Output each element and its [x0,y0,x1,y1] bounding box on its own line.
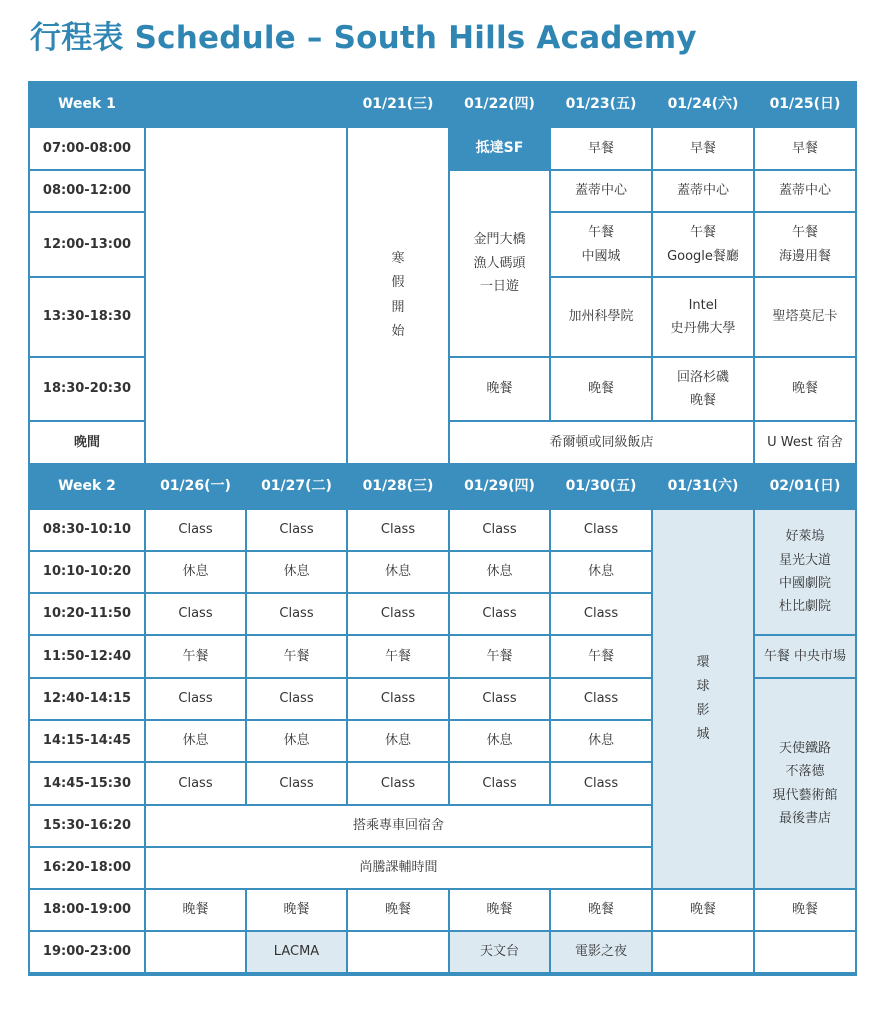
week2-slot-1-0: Class [247,510,346,550]
winter-break-cell: 寒 假 開 始 [348,128,448,463]
week1-blank-block [146,128,346,463]
week2-time-4: 12:40-14:15 [30,679,144,719]
week2-slot-1-1: 休息 [247,552,346,592]
d24-afternoon-cell: Intel 史丹佛大學 [653,278,753,356]
sunday-lunch-cell: 午餐 中央市場 [755,636,855,677]
week1-header: Week 1 [30,83,144,126]
week2-slot-4-5: 休息 [551,721,651,761]
week2-date-4: 01/30(五) [551,465,651,508]
week2-dinner-5: 晚餐 [653,890,753,930]
week2-slot-0-1: 休息 [146,552,245,592]
week1-time-3: 13:30-18:30 [30,278,144,356]
week2-date-3: 01/29(四) [450,465,549,508]
d24-lunch-cell: 午餐 Google餐廳 [653,213,753,276]
week2-time-10: 19:00-23:00 [30,932,144,972]
week2-slot-0-3: 午餐 [146,636,245,677]
week2-slot-2-1: 休息 [348,552,448,592]
week2-slot-4-2: Class [551,594,651,634]
week2-slot-1-4: Class [247,679,346,719]
week2-time-7: 15:30-16:20 [30,806,144,846]
week2-slot-3-1: 休息 [450,552,549,592]
week2-header: Week 2 [30,465,144,508]
d23-lunch-cell: 午餐 中國城 [551,213,651,276]
dorm-cell: U West 宿舍 [755,422,855,463]
d24-morning-cell: 蓋蒂中心 [653,171,753,211]
week2-slot-4-3: 午餐 [551,636,651,677]
week2-dinner-2: 晚餐 [348,890,448,930]
evening-d26 [146,932,245,972]
evening-d01 [755,932,855,972]
d23-afternoon-cell: 加州科學院 [551,278,651,356]
week1-time-2: 12:00-13:00 [30,213,144,276]
week2-date-0: 01/26(一) [146,465,245,508]
evening-d29: 天文台 [450,932,549,972]
week2-slot-2-5: 休息 [348,721,448,761]
week2-time-9: 18:00-19:00 [30,890,144,930]
evening-d27: LACMA [247,932,346,972]
shuttle-cell: 搭乘專車回宿舍 [146,806,651,846]
week2-date-1: 01/27(二) [247,465,346,508]
d25-dinner-cell: 晚餐 [755,358,855,420]
week2-date-5: 01/31(六) [653,465,753,508]
d23-morning-cell: 蓋蒂中心 [551,171,651,211]
schedule-table [28,81,857,976]
week2-slot-0-0: Class [146,510,245,550]
week2-slot-0-2: Class [146,594,245,634]
week1-time-1: 08:00-12:00 [30,171,144,211]
week1-time-5: 晚間 [30,422,144,463]
week2-dinner-0: 晚餐 [146,890,245,930]
week2-slot-1-6: Class [247,763,346,804]
week2-dinner-1: 晚餐 [247,890,346,930]
week2-slot-0-6: Class [146,763,245,804]
week1-date-0: 01/21(三) [348,83,448,126]
week2-time-2: 10:20-11:50 [30,594,144,634]
page-title: 行程表 Schedule – South Hills Academy [30,20,697,56]
week2-dinner-6: 晚餐 [755,890,855,930]
evening-d28 [348,932,448,972]
week2-dinner-4: 晚餐 [551,890,651,930]
week2-time-1: 10:10-10:20 [30,552,144,592]
week2-slot-1-5: 休息 [247,721,346,761]
week1-date-4: 01/25(日) [755,83,855,126]
week2-slot-3-5: 休息 [450,721,549,761]
week1-blank-header [146,83,346,126]
week2-date-2: 01/28(三) [348,465,448,508]
week2-slot-1-2: Class [247,594,346,634]
d23-breakfast-cell: 早餐 [551,128,651,169]
hotel-cell: 希爾頓或同級飯店 [450,422,753,463]
d25-breakfast-cell: 早餐 [755,128,855,169]
d23-dinner-cell: 晚餐 [551,358,651,420]
week2-slot-2-4: Class [348,679,448,719]
week2-slot-4-6: Class [551,763,651,804]
week2-slot-1-3: 午餐 [247,636,346,677]
week2-slot-2-0: Class [348,510,448,550]
week1-date-2: 01/23(五) [551,83,651,126]
d22-dinner-cell: 晚餐 [450,358,549,420]
week1-time-4: 18:30-20:30 [30,358,144,420]
sunday-afternoon-cell: 天使鐵路 不落德 現代藝術館 最後書店 [755,679,855,888]
week2-slot-2-3: 午餐 [348,636,448,677]
week2-slot-3-6: Class [450,763,549,804]
d24-dinner-cell: 回洛杉磯 晚餐 [653,358,753,420]
golden-gate-tour-cell: 金門大橋 漁人碼頭 一日遊 [450,171,549,356]
week2-slot-2-6: Class [348,763,448,804]
week2-date-6: 02/01(日) [755,465,855,508]
d24-breakfast-cell: 早餐 [653,128,753,169]
week2-slot-0-4: Class [146,679,245,719]
evening-d30: 電影之夜 [551,932,651,972]
week1-time-0: 07:00-08:00 [30,128,144,169]
week2-slot-3-0: Class [450,510,549,550]
week2-time-3: 11:50-12:40 [30,636,144,677]
week2-time-5: 14:15-14:45 [30,721,144,761]
universal-studios-cell: 環 球 影 城 [653,510,753,888]
d25-afternoon-cell: 聖塔莫尼卡 [755,278,855,356]
week1-date-1: 01/22(四) [450,83,549,126]
week2-time-0: 08:30-10:10 [30,510,144,550]
week2-dinner-3: 晚餐 [450,890,549,930]
week2-slot-2-2: Class [348,594,448,634]
arrive-sf-cell: 抵達SF [450,128,549,169]
week2-slot-3-3: 午餐 [450,636,549,677]
week2-slot-4-4: Class [551,679,651,719]
week2-time-6: 14:45-15:30 [30,763,144,804]
week1-date-3: 01/24(六) [653,83,753,126]
tutoring-cell: 尚騰課輔時間 [146,848,651,888]
d25-lunch-cell: 午餐 海邊用餐 [755,213,855,276]
evening-d31 [653,932,753,972]
week2-slot-0-5: 休息 [146,721,245,761]
d25-morning-cell: 蓋蒂中心 [755,171,855,211]
week2-slot-3-4: Class [450,679,549,719]
week2-slot-4-0: Class [551,510,651,550]
sunday-morning-cell: 好萊塢 星光大道 中國劇院 杜比劇院 [755,510,855,634]
week2-slot-4-1: 休息 [551,552,651,592]
week2-slot-3-2: Class [450,594,549,634]
week2-time-8: 16:20-18:00 [30,848,144,888]
